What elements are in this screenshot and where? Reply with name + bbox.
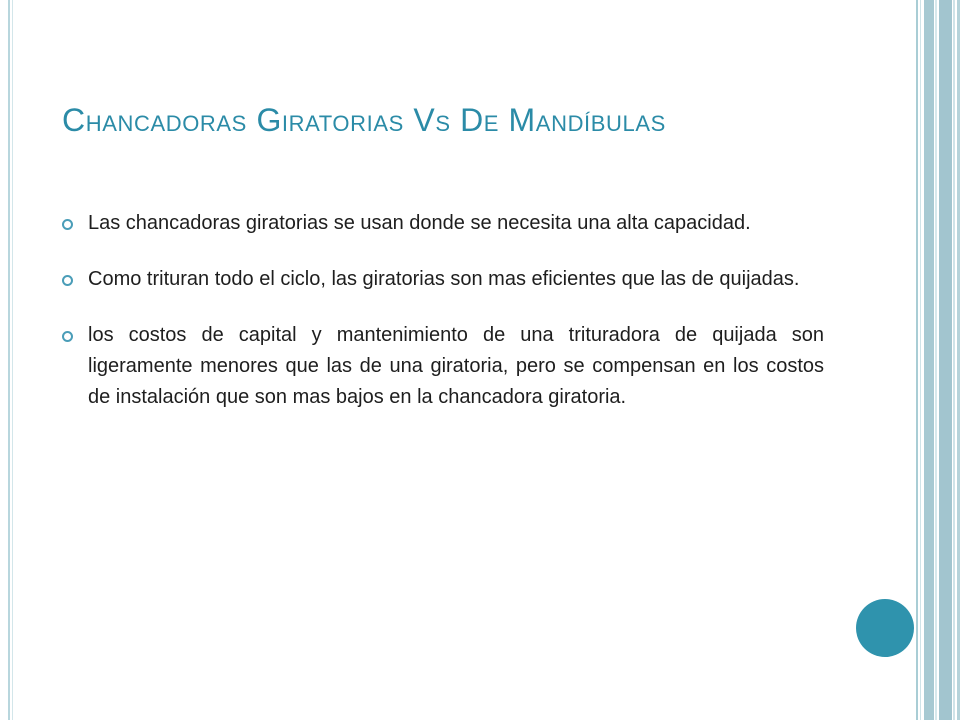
left-border-line <box>8 0 10 720</box>
bullet-item <box>62 208 824 239</box>
bullet-text: Las chancadoras giratorias se usan donde se necesita una alta capacidad. <box>88 212 751 234</box>
bullet-text: Como trituran todo el ciclo, las giratorias son mas eficientes que las de quijadas. <box>88 268 800 290</box>
hollow-circle-bullet-icon <box>62 331 73 342</box>
stripe <box>916 0 918 720</box>
bullet-list <box>62 208 824 438</box>
left-border-line-thin <box>12 0 13 720</box>
stripe <box>935 0 937 720</box>
bullet-item <box>62 264 824 295</box>
hollow-circle-bullet-icon <box>62 219 73 230</box>
slide-title: Chancadoras Giratorias Vs De Mandíbulas <box>62 102 666 138</box>
stripe <box>939 0 952 720</box>
stripe <box>920 0 921 720</box>
bullet-item <box>62 320 824 413</box>
right-decorative-stripes <box>916 0 960 720</box>
bullet-text: los costos de capital y mantenimiento de una trituradora de quijada son ligeramente menores que las de una giratoria, pero se compensan en los costos de instalación que son mas bajos en la chancadora giratoria. <box>88 324 824 408</box>
hollow-circle-bullet-icon <box>62 275 73 286</box>
stripe <box>953 0 955 720</box>
decorative-circle <box>856 599 914 657</box>
stripe <box>924 0 934 720</box>
